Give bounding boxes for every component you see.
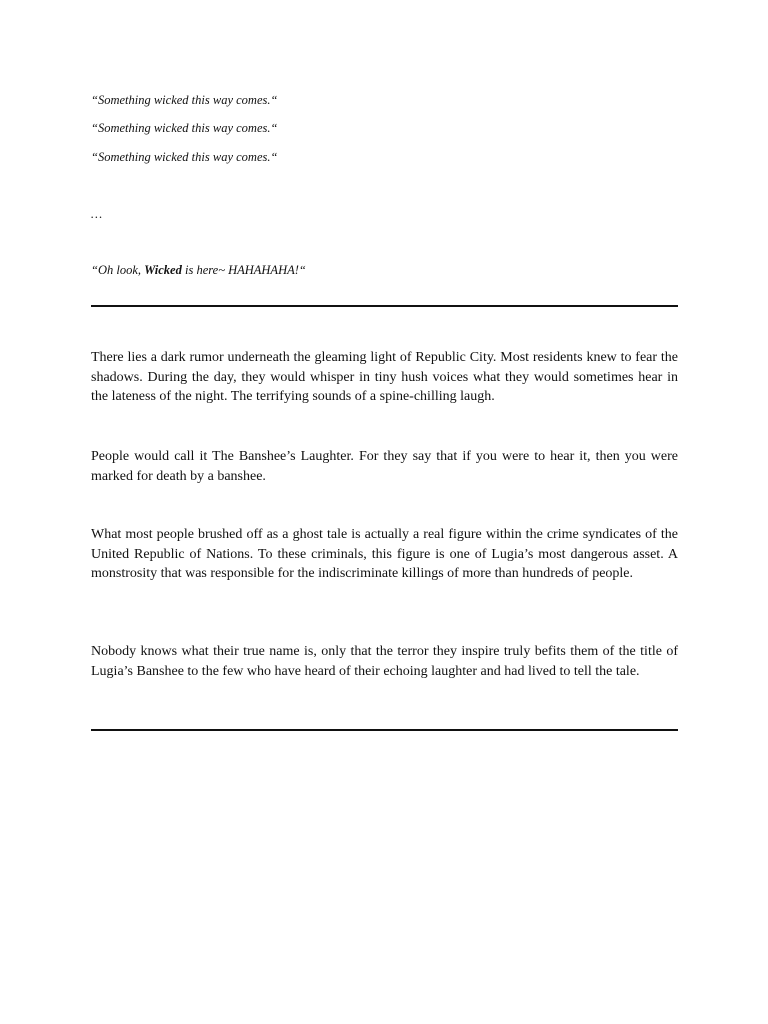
laugh-line-before: “Oh look, xyxy=(91,263,145,277)
epigraph-line: “Something wicked this way comes.“ xyxy=(91,150,278,164)
body-paragraph-1: There lies a dark rumor underneath the gleaming light of Republic City. Most residents knew to fear the shadows. During the day, they would whisper in tiny hush voices what they would sometimes hear in the lateness of the night. The terrifying sounds of a spine-chilling laugh. xyxy=(91,350,678,404)
epigraph-line: “Something wicked this way comes.“ xyxy=(91,121,278,135)
laugh-line-after: is here~ HAHAHAHA!“ xyxy=(181,263,306,277)
body-paragraph-4: Nobody knows what their true name is, only that the terror they inspire truly befits them of the title of Lugia’s Banshee to the few who have heard of their echoing laughter and had lived to tell the tale. xyxy=(91,644,678,679)
ellipsis-separator: … xyxy=(91,207,103,221)
laugh-line xyxy=(91,262,306,278)
body-paragraph-3: What most people brushed off as a ghost tale is actually a real figure within the crime syndicates of the United Republic of Nations. To these criminals, this figure is one of Lugia’s most dangerous asset. A monstrosity that was responsible for the indiscriminate killings of more than hundreds of people. xyxy=(91,527,678,581)
epigraph-line: “Something wicked this way comes.“ xyxy=(91,93,278,107)
section-divider-bottom xyxy=(91,729,678,731)
section-divider-top xyxy=(91,305,678,307)
laugh-line-bold-name: Wicked xyxy=(144,263,182,277)
body-paragraph-2: People would call it The Banshee’s Laughter. For they say that if you were to hear it, then you were marked for death by a banshee. xyxy=(91,449,678,484)
